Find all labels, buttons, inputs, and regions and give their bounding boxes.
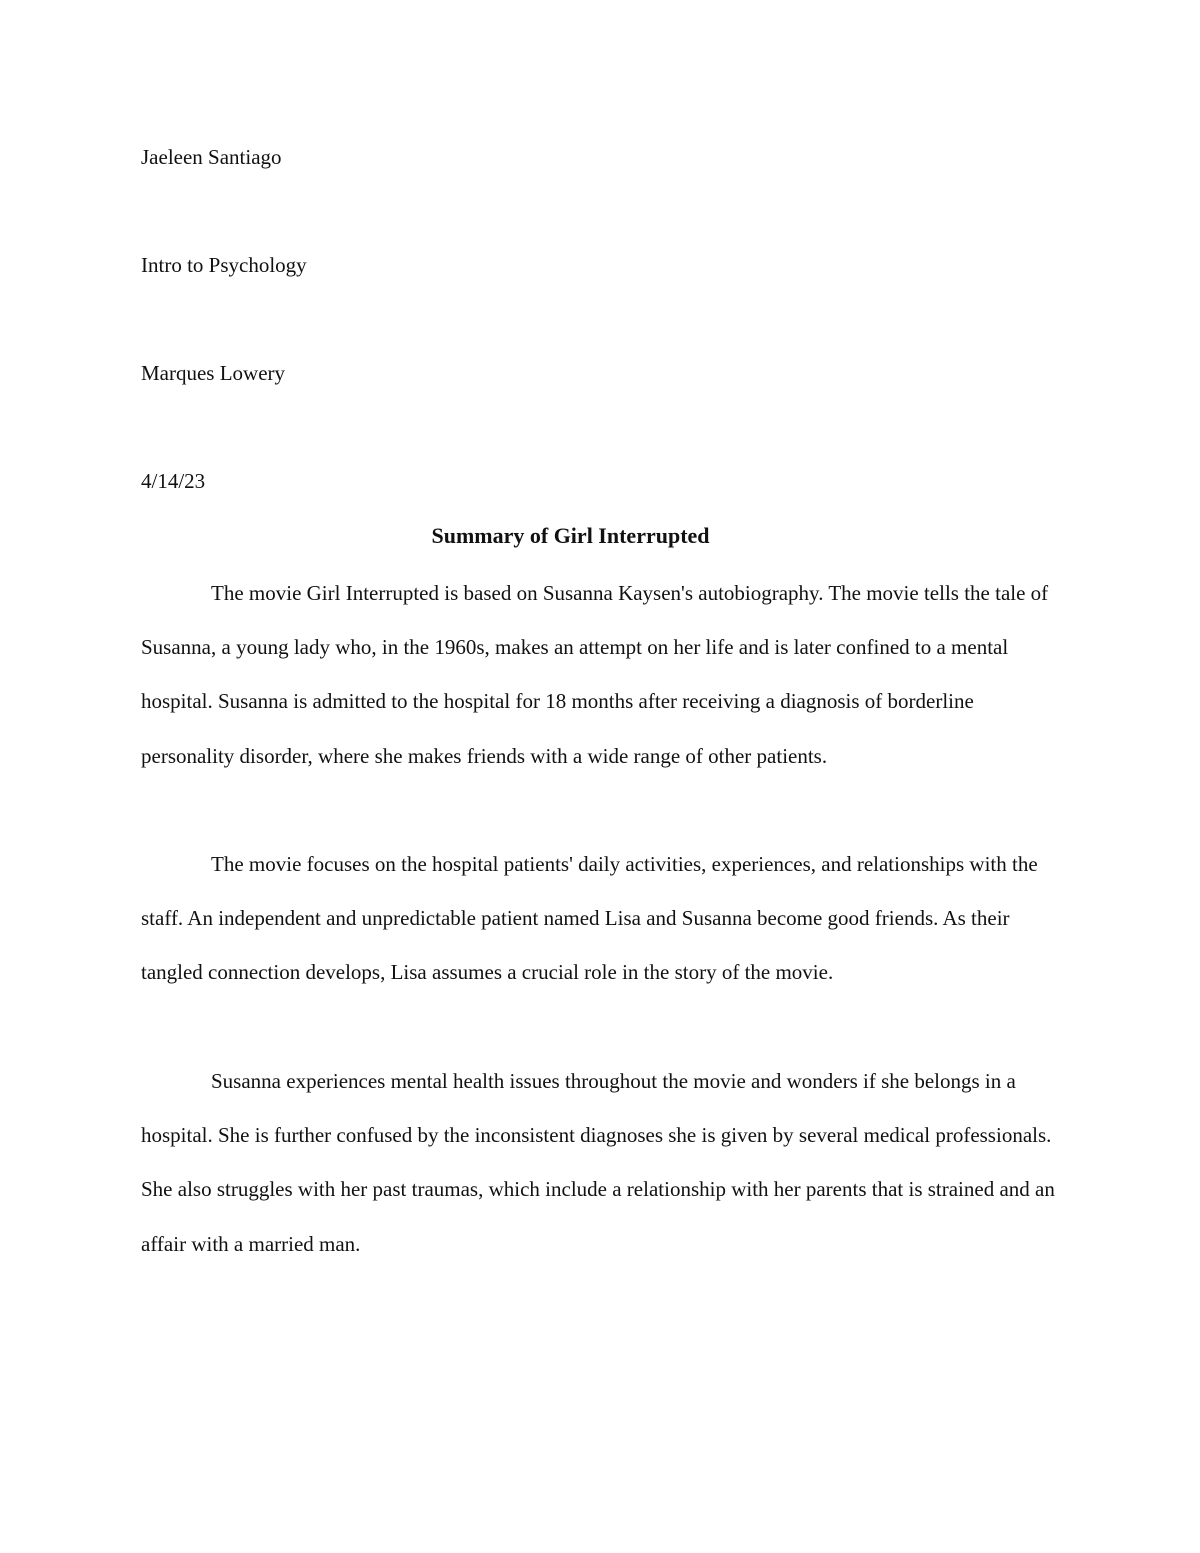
document-title: Summary of Girl Interrupted — [431, 523, 710, 548]
paragraph-1: The movie Girl Interrupted is based on Susanna Kaysen's autobiography. The movie tells the tale of Susanna, a young lady who, in the 1960s, makes an attempt on her life and is later confined to a mental hospital. Susanna is admitted to the hospital for 18 months after receiving a diagnosis of borderline personality disorder, where she makes friends with a wide range of other patients. — [141, 581, 1049, 768]
paragraph-2: The movie focuses on the hospital patients' daily activities, experiences, and relationships with the staff. An independent and unpredictable patient named Lisa and Susanna become good friends. As their tangled connection develops, Lisa assumes a crucial role in the story of the movie. — [141, 852, 1038, 985]
author-name: Jaeleen Santiago — [141, 145, 282, 169]
course-name: Intro to Psychology — [141, 253, 307, 277]
instructor-name: Marques Lowery — [141, 361, 286, 385]
document-date: 4/14/23 — [141, 469, 206, 493]
paragraph-3: Susanna experiences mental health issues throughout the movie and wonders if she belongs in a hospital. She is further confused by the inconsistent diagnoses she is given by several medical professionals. She also struggles with her past traumas, which include a relationship with her parents that is strained and an affair with a married man. — [141, 1069, 1055, 1256]
